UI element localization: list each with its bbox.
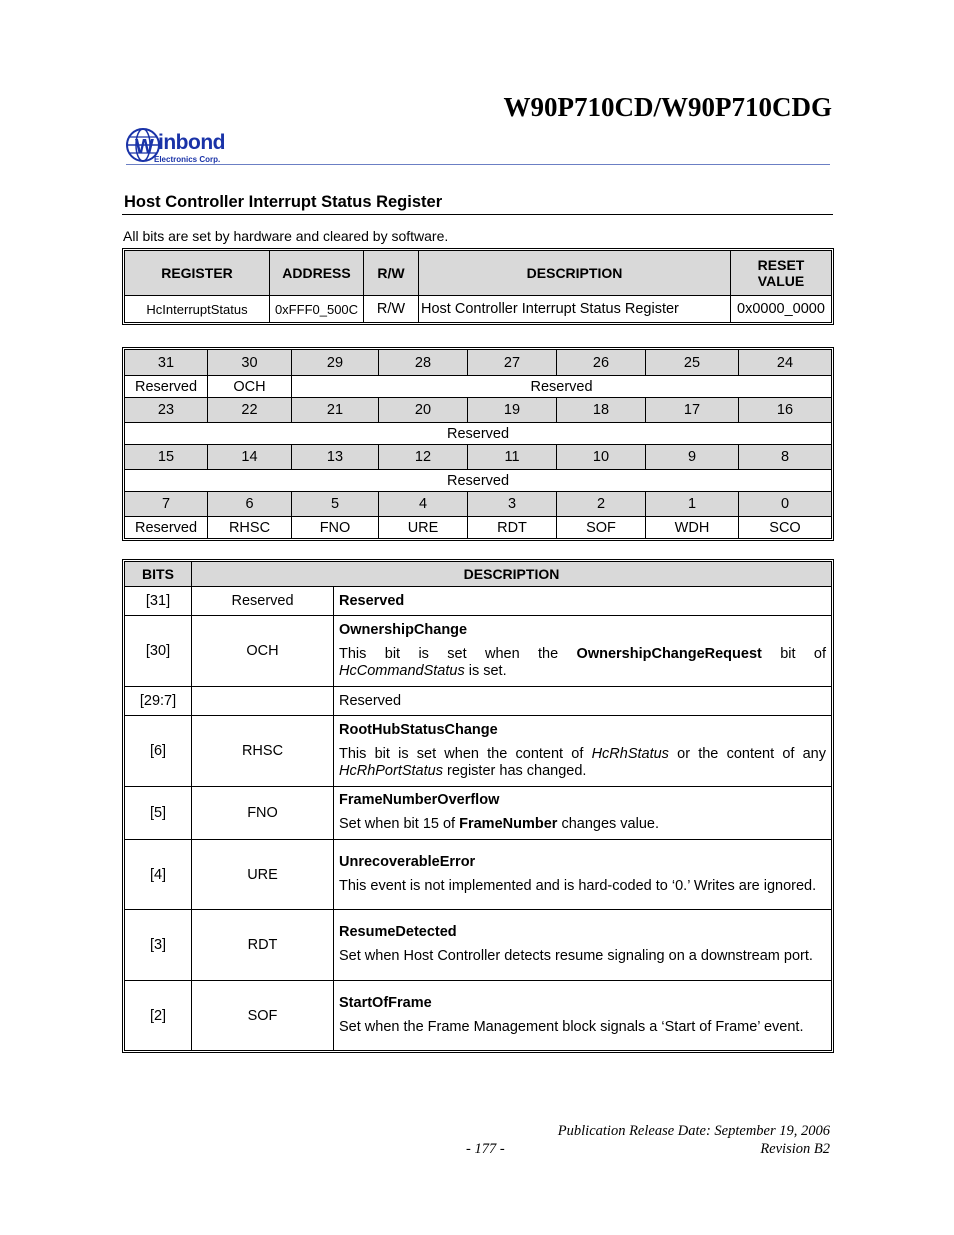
section-title: Host Controller Interrupt Status Register (124, 193, 443, 211)
text-run: bit of (761, 645, 826, 662)
col-header-bits: BITS (125, 562, 192, 587)
field-title: OwnershipChange (339, 621, 468, 638)
bit-number: 20 (379, 398, 468, 423)
bit-range: [6] (125, 716, 192, 787)
bit-number: 6 (208, 492, 292, 517)
table-row (125, 787, 832, 840)
document-title: W90P710CD/W90P710CDG (503, 92, 832, 122)
bit-range: [31] (125, 587, 192, 616)
register-description: Host Controller Interrupt Status Register (419, 296, 731, 323)
field-text: This event is not implemented and is hard-coded to ‘0.’ Writes are ignored. (339, 877, 817, 894)
bit-number: 24 (739, 350, 832, 376)
revision: Revision B2 (760, 1141, 830, 1157)
table-header-row (125, 251, 832, 296)
col-header-address: ADDRESS (270, 251, 364, 296)
bit-number-row (125, 398, 832, 423)
table-row (125, 616, 832, 687)
bit-range: [29:7] (125, 687, 192, 716)
bit-number: 19 (468, 398, 557, 423)
logo-subtitle: Electronics Corp. (154, 155, 221, 164)
field-name: Reserved (192, 587, 334, 616)
field-text (339, 646, 826, 680)
field-description (334, 616, 832, 687)
field-description (334, 910, 832, 981)
col-header-rw: R/W (364, 251, 419, 296)
bit-map-table (124, 349, 832, 539)
bit-field: Reserved (292, 376, 832, 398)
bit-field: FNO (292, 517, 379, 539)
field-text: Set when Host Controller detects resume signaling on a downstream port. (339, 948, 813, 964)
bit-range: [30] (125, 616, 192, 687)
field-description (334, 716, 832, 787)
bit-range: [5] (125, 787, 192, 840)
bit-number: 25 (646, 350, 739, 376)
page-number: - 177 - (466, 1141, 505, 1157)
bit-number: 29 (292, 350, 379, 376)
bit-number: 2 (557, 492, 646, 517)
bit-number: 21 (292, 398, 379, 423)
field-text: Set when the Frame Management block signals a ‘Start of Frame’ event. (339, 1018, 804, 1035)
bit-range: [2] (125, 981, 192, 1051)
field-name (192, 687, 334, 716)
bit-field: RDT (468, 517, 557, 539)
bit-number: 7 (125, 492, 208, 517)
bit-number: 1 (646, 492, 739, 517)
register-summary-table (124, 250, 832, 323)
bit-number: 10 (557, 445, 646, 470)
text-run: changes value. (557, 816, 659, 832)
bit-number: 0 (739, 492, 832, 517)
field-name: OCH (192, 616, 334, 687)
bit-range: [3] (125, 910, 192, 981)
bit-number: 9 (646, 445, 739, 470)
svg-text:W: W (135, 136, 154, 158)
field-title: Reserved (334, 587, 832, 616)
text-run-italic: HcRhPortStatus (339, 762, 443, 779)
bit-number: 3 (468, 492, 557, 517)
bit-number: 14 (208, 445, 292, 470)
bit-number-row (125, 350, 832, 376)
table-row (125, 296, 832, 323)
winbond-logo (126, 126, 250, 166)
bit-description-table (124, 561, 832, 1051)
bit-field-row (125, 470, 832, 492)
field-title: RootHubStatusChange (339, 721, 498, 738)
text-run: or the content of any (668, 745, 826, 762)
field-name: RDT (192, 910, 334, 981)
table-row (125, 981, 832, 1051)
section-divider (122, 214, 833, 215)
bit-field-row (125, 376, 832, 398)
bit-number: 11 (468, 445, 557, 470)
text-run-bold: FrameNumber (459, 816, 558, 832)
register-reset-value: 0x0000_0000 (731, 296, 832, 323)
text-run: This bit is set when the content of (339, 745, 592, 762)
register-address: 0xFFF0_500C (270, 296, 364, 323)
table-row (125, 840, 832, 910)
col-header-description: DESCRIPTION (419, 251, 731, 296)
bit-number: 15 (125, 445, 208, 470)
field-description (334, 787, 832, 840)
field-title: Reserved (334, 687, 832, 716)
bit-field: RHSC (208, 517, 292, 539)
field-title: FrameNumberOverflow (339, 792, 500, 808)
bit-field: OCH (208, 376, 292, 398)
field-name: SOF (192, 981, 334, 1051)
text-run: is set. (464, 662, 507, 679)
bit-number: 5 (292, 492, 379, 517)
field-text (339, 746, 826, 780)
bit-number: 30 (208, 350, 292, 376)
bit-field: SCO (739, 517, 832, 539)
logo-wordmark: inbond (158, 131, 225, 154)
bit-number: 13 (292, 445, 379, 470)
bit-number: 27 (468, 350, 557, 376)
bit-number: 22 (208, 398, 292, 423)
bit-field-row (125, 423, 832, 445)
text-run-italic: HcCommandStatus (339, 662, 465, 679)
field-name: FNO (192, 787, 334, 840)
field-text (339, 816, 826, 833)
text-run-bold: OwnershipChangeRequest (576, 645, 762, 662)
bit-field: Reserved (125, 517, 208, 539)
table-row (125, 716, 832, 787)
col-header-description: DESCRIPTION (192, 562, 832, 587)
field-description (334, 981, 832, 1051)
bit-number: 26 (557, 350, 646, 376)
bit-field-row (125, 517, 832, 539)
field-name: RHSC (192, 716, 334, 787)
bit-field: SOF (557, 517, 646, 539)
bit-number-row (125, 492, 832, 517)
bit-number: 4 (379, 492, 468, 517)
bit-field: WDH (646, 517, 739, 539)
intro-text: All bits are set by hardware and cleared by software. (123, 228, 449, 244)
bit-field: URE (379, 517, 468, 539)
table-row (125, 910, 832, 981)
col-header-reset-value: RESET VALUE (731, 251, 832, 296)
bit-number-row (125, 445, 832, 470)
bit-number: 16 (739, 398, 832, 423)
register-name: HcInterruptStatus (125, 296, 270, 323)
register-rw: R/W (364, 296, 419, 323)
table-row (125, 587, 832, 616)
field-name: URE (192, 840, 334, 910)
bit-number: 8 (739, 445, 832, 470)
bit-number: 18 (557, 398, 646, 423)
table-header-row (125, 562, 832, 587)
text-run: register has changed. (442, 762, 587, 779)
text-run: Set when bit 15 of (339, 816, 460, 832)
bit-number: 12 (379, 445, 468, 470)
bit-number: 31 (125, 350, 208, 376)
text-run-italic: HcRhStatus (591, 745, 669, 762)
bit-number: 23 (125, 398, 208, 423)
col-header-register: REGISTER (125, 251, 270, 296)
bit-field: Reserved (125, 423, 832, 445)
bit-range: [4] (125, 840, 192, 910)
field-title: UnrecoverableError (339, 853, 476, 870)
field-title: ResumeDetected (339, 924, 457, 940)
field-title: StartOfFrame (339, 994, 432, 1011)
table-row (125, 687, 832, 716)
header-divider (126, 164, 830, 165)
bit-field: Reserved (125, 376, 208, 398)
field-description (334, 840, 832, 910)
bit-number: 17 (646, 398, 739, 423)
text-run: This bit is set when the (339, 645, 577, 662)
publication-date: Publication Release Date: September 19, 2006 (557, 1123, 830, 1139)
bit-number: 28 (379, 350, 468, 376)
bit-field: Reserved (125, 470, 832, 492)
